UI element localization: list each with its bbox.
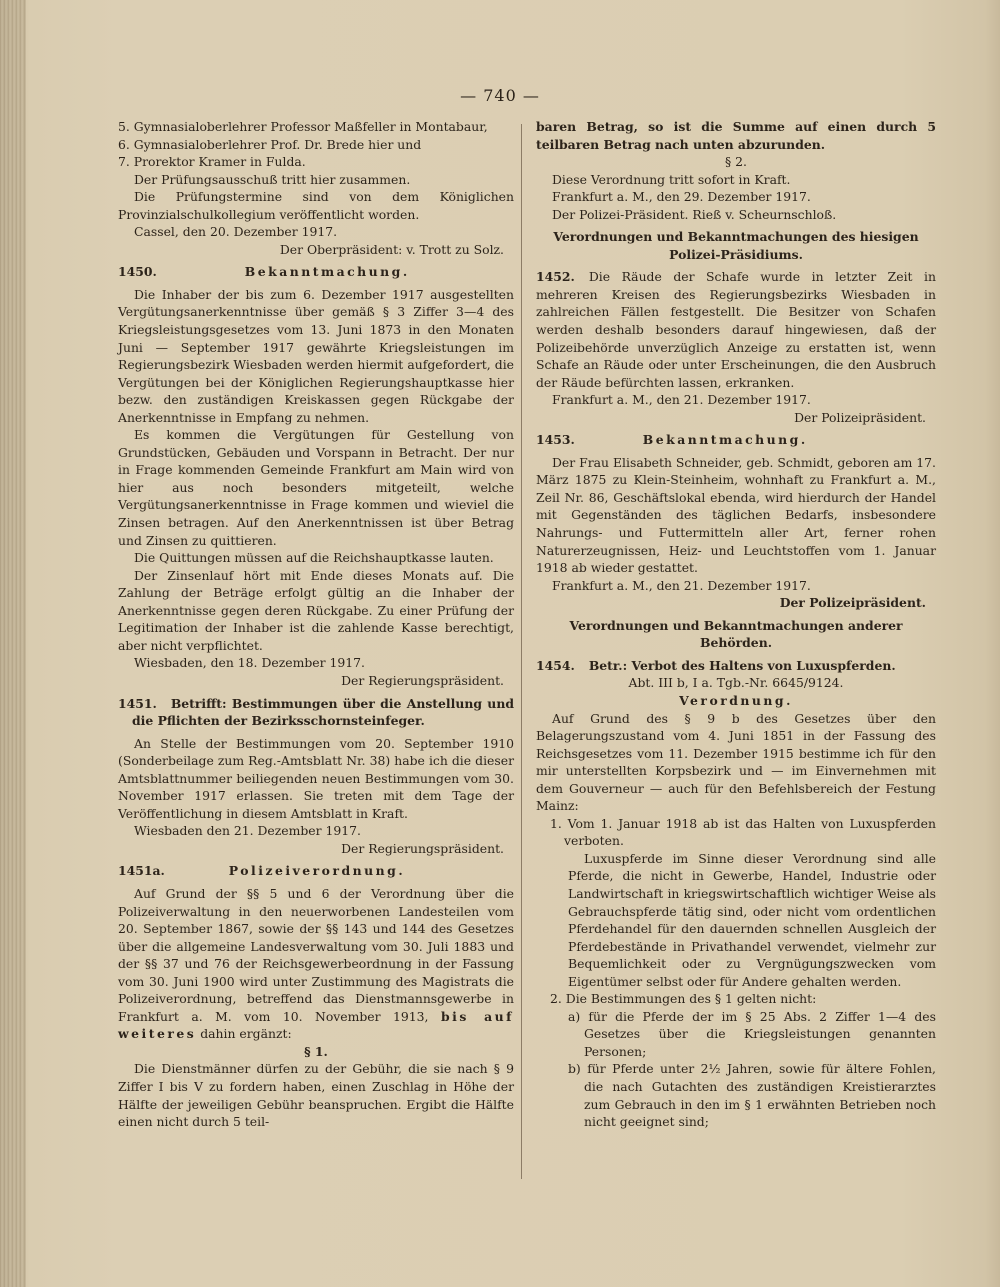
book-spine-edge (0, 0, 26, 1287)
signature: Der Polizeipräsident. (794, 409, 926, 425)
section-heading: Verordnungen und Bekanntmachungen des hiesigen Polizei-Präsidiums. (553, 229, 919, 262)
paragraph: Der Prüfungsausschuß tritt hier zusammen. (134, 171, 411, 187)
left-column (118, 118, 514, 1131)
notice-title: Betrifft: Bestimmungen über die Anstellung und die Pflichten der Bezirksschornsteinfeger. (132, 695, 514, 729)
paragraph: baren Betrag, so ist die Summe auf einen durch 5 teilbaren Betrag nach unten abzurunden. (536, 119, 936, 152)
dateline: Frankfurt a. M., den 21. Dezember 1917. (552, 577, 811, 593)
list-item: 7. Prorektor Kramer in Fulda. (118, 154, 306, 170)
paragraph: Auf Grund des § 9 b des Gesetzes über den Belagerungszustand vom 4. Juni 1851 in der Fassung des Reichsgesetzes vom 11. Dezember 1915 bestimme ich für den mir unterstellten Korpsbezirk und — im Einvernehmen mit dem Gouverneur — auch für den Befehlsbereich der Festung Mainz: (536, 710, 936, 814)
notice-header-1453 (536, 431, 936, 449)
section-heading: Verordnung. (679, 692, 793, 708)
notice-title: Polizeiverordnung. (228, 863, 406, 879)
paragraph (536, 268, 936, 391)
notice-number: 1452. (536, 269, 575, 285)
dateline: Frankfurt a. M., den 21. Dezember 1917. (552, 392, 811, 408)
text-run: dahin ergänzt: (200, 1026, 292, 1042)
column-divider (521, 124, 522, 1179)
dateline: Cassel, den 20. Dezember 1917. (134, 224, 338, 240)
signature: Der Polizei-Präsident. Rieß v. Scheurnschloß. (552, 206, 837, 222)
paragraph: An Stelle der Bestimmungen vom 20. September 1910 (Sonderbeilage zum Reg.-Amtsblatt Nr. 38) habe ich die dieser Amtsblattnummer beiliegenden neuen Bestimmungen vom 30. November 1917 erlassen. Sie treten mit dem Tage der Veröffentlichung in diesem Amtsblatt in Kraft. (118, 735, 514, 821)
notice-header-1451 (118, 695, 514, 730)
notice-number: 1454. (536, 657, 575, 673)
right-column (536, 118, 936, 1131)
notice-title: Bekanntmachung. (642, 432, 808, 448)
list-item: a) für die Pferde der im § 25 Abs. 2 Ziffer 1—4 des Gesetzes über die Kriegsleistungen genannten Personen; (568, 1008, 936, 1059)
notice-number: 1450. (118, 264, 157, 280)
section-heading: § 2. (725, 154, 747, 170)
reference-number: Abt. III b, I a. Tgb.-Nr. 6645/9124. (628, 675, 844, 691)
signature: Der Oberpräsident: v. Trott zu Solz. (279, 241, 504, 257)
paragraph: Die Inhaber der bis zum 6. Dezember 1917 ausgestellten Vergütungsanerkenntnisse über gemäß § 3 Ziffer 3—4 des Kriegsleistungsgesetzes vom 13. Juni 1873 in den Monaten Juni — September 1917 gewährte Kriegsleistungen im Regierungsbezirk Wiesbaden werden hiermit aufgefordert, die Vergütungen bei der Königlichen Regierungshauptkasse hier bezw. den zuständigen Kreiskassen gegen Rückgabe der Anerkenntnisse in Empfang zu nehmen. (118, 286, 514, 425)
notice-title: Betr.: Verbot des Haltens von Luxuspferden. (588, 657, 896, 673)
dateline: Wiesbaden den 21. Dezember 1917. (134, 823, 361, 839)
text-run: Die Räude der Schafe wurde in letzter Zeit in mehreren Kreisen des Regierungsbezirks Wiesbaden in zahlreichen Fällen festgestellt. Die Besitzer von Schafen werden deshalb besonders darauf hingewiesen, daß der Polizeibehörde unverzüglich Anzeige zu erstatten ist, wenn Schafe an Räude oder unter Erscheinungen, die den Ausbruch der Räude befürchten lassen, erkranken. (536, 269, 936, 390)
page-number: — 740 — (460, 86, 540, 105)
dateline: Wiesbaden, den 18. Dezember 1917. (134, 655, 365, 671)
list-item: 5. Gymnasialoberlehrer Professor Maßfeller in Montabaur, (118, 119, 488, 134)
paragraph: Der Zinsenlauf hört mit Ende dieses Monats auf. Die Zahlung der Beträge erfolgt gültig an die Inhaber der Anerkenntnisse gegen deren Rückgabe. Zu einer Prüfung der Legitimation der Inhaber ist die zahlende Kasse berechtigt, aber nicht verpflichtet. (118, 567, 514, 653)
section-heading: Verordnungen und Bekanntmachungen anderer Behörden. (569, 617, 903, 651)
notice-number: 1451a. (118, 863, 165, 879)
paragraph: Es kommen die Vergütungen für Gestellung von Grundstücken, Gebäuden und Vorspann in Betracht. Der nur in Frage kommenden Gemeinde Frankfurt am Main wird von hier aus noch besonders mitgeteilt, welche Vergütungsanerkenntnisse in Frage kommen und wieviel die Zinsen betragen. Auf den Anerkenntnissen ist über Betrag und Zinsen zu quittieren. (118, 427, 514, 548)
notice-title: Bekanntmachung. (244, 264, 410, 280)
dateline: Frankfurt a. M., den 29. Dezember 1917. (552, 189, 811, 205)
notice-number: 1453. (536, 432, 575, 448)
paragraph: Die Quittungen müssen auf die Reichshauptkasse lauten. (134, 550, 494, 566)
list-item: 2. Die Bestimmungen des § 1 gelten nicht: (550, 991, 817, 1007)
list-item: 6. Gymnasialoberlehrer Prof. Dr. Brede hier und (118, 136, 422, 152)
paragraph: Diese Verordnung tritt sofort in Kraft. (552, 171, 791, 187)
notice-header-1450 (118, 263, 514, 281)
paragraph: Der Frau Elisabeth Schneider, geb. Schmidt, geboren am 17. März 1875 zu Klein-Steinheim, wohnhaft zu Frankfurt a. M., Zeil Nr. 86, Geschäftslokal ebenda, wird hierdurch der Handel mit Gegenständen des täglichen Bedarfs, insbesondere Nahrungs- und Futtermitteln aller Art, ferner rohen Naturerzeugnissen, Heiz- und Leuchtstoffen vom 1. Januar 1918 ab wieder gestattet. (536, 454, 936, 576)
notice-header-1454 (536, 657, 936, 675)
text-run: Auf Grund der §§ 5 und 6 der Verordnung über die Polizeiverwaltung in den neuerworbenen Landesteilen vom 20. September 1867, sowie der §§ 143 und 144 des Gesetzes über die allgemeine Landesverwaltung vom 30. Juli 1883 und der §§ 37 und 76 der Reichsgewerbeordnung in der Fassung vom 30. Juni 1900 wird unter Zustimmung des Magistrats die Polizeiverordnung, betreffend das Dienstmannsgewerbe in Frankfurt a. M. vom 10. November 1913, (118, 885, 514, 1024)
notice-header-1451a (118, 862, 514, 880)
paragraph: Die Dienstmänner dürfen zu der Gebühr, die sie nach § 9 Ziffer I bis V zu fordern haben, einen Zuschlag in Höhe der Hälfte der jeweiligen Gebühr beanspruchen. Ergibt die Hälfte einen nicht durch 5 teil- (118, 1061, 514, 1130)
paragraph (118, 885, 514, 1043)
notice-number: 1451. (118, 695, 157, 711)
list-item: 1. Vom 1. Januar 1918 ab ist das Halten von Luxuspferden verboten. (550, 815, 936, 849)
signature: Der Polizeipräsident. (779, 595, 926, 611)
section-heading: § 1. (304, 1043, 328, 1059)
signature: Der Regierungspräsident. (341, 840, 504, 856)
emphasis: bis auf weiteres (118, 1008, 514, 1042)
paragraph: Luxuspferde im Sinne dieser Verordnung sind alle Pferde, die nicht in Gewerbe, Handel, Industrie oder Landwirtschaft in kriegswirtschaftlich wichtiger Weise als Gebrauchspferde tätig sind, oder nicht vom ordentlichen Pferdehandel für den dauernden schnellen Ausgleich der Pferdebestände in Privathandel verwendet, vielmehr zur Bequemlichkeit oder zu Vergnügungszwecken vom Eigentümer selbst oder für Andere gehalten werden. (568, 850, 936, 989)
signature: Der Regierungspräsident. (341, 672, 504, 688)
list-item: b) für Pferde unter 2½ Jahren, sowie für ältere Fohlen, die nach Gutachten des zuständigen Kreistierarztes zum Gebrauch in den im § 1 erwähnten Betrieben noch nicht geeignet sind; (568, 1061, 936, 1130)
paragraph: Die Prüfungstermine sind von dem Königlichen Provinzialschulkollegium veröffentlicht worden. (118, 189, 514, 222)
